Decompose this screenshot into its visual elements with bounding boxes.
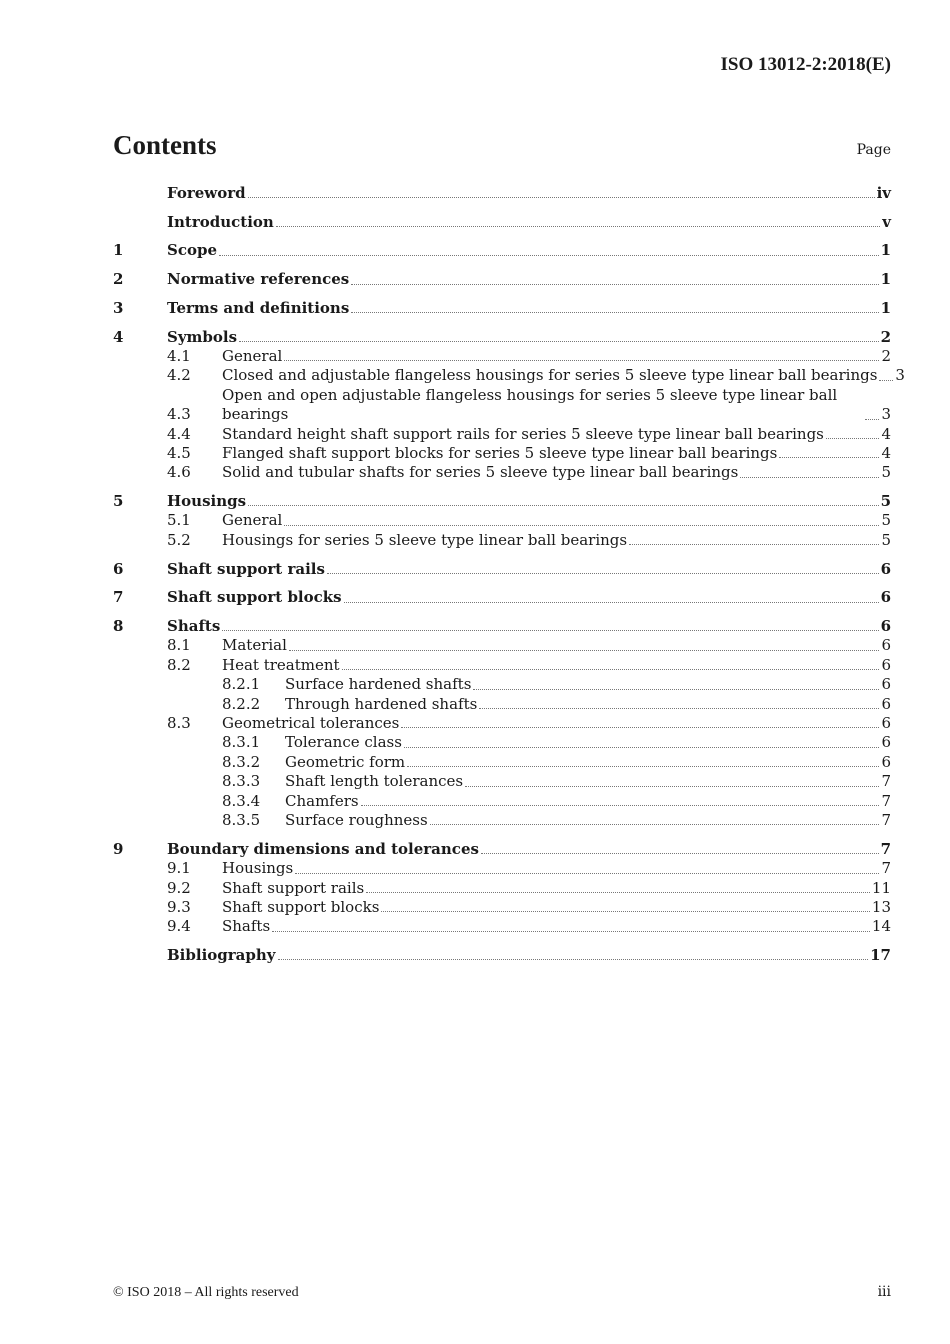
toc-entry-number: 8.3.3 bbox=[222, 772, 261, 791]
toc-entry-title: Tolerance class bbox=[285, 733, 402, 752]
toc-entry-title: Shafts bbox=[167, 616, 221, 635]
toc-entry-page: 14 bbox=[871, 917, 891, 936]
toc-entry-page: 6 bbox=[880, 559, 891, 578]
toc-entry-number: 8.1 bbox=[167, 636, 191, 655]
toc-leader-dots bbox=[366, 892, 870, 893]
toc-entry-title: Geometrical tolerances bbox=[222, 714, 400, 733]
toc-entry[interactable] bbox=[113, 656, 891, 675]
toc-entry-number: 8.2 bbox=[167, 655, 191, 674]
toc-entry-page: 7 bbox=[881, 791, 891, 810]
toc-entry[interactable] bbox=[113, 695, 891, 714]
toc-leader-dots bbox=[481, 853, 879, 854]
toc-leader-dots bbox=[779, 457, 879, 458]
toc-leader-dots bbox=[351, 312, 878, 313]
toc-entry-number: 4.6 bbox=[167, 463, 191, 482]
toc-entry-number: 8.3.1 bbox=[222, 733, 261, 752]
toc-entry-page: 6 bbox=[881, 636, 891, 655]
toc-leader-dots bbox=[465, 786, 879, 787]
toc-entry[interactable] bbox=[113, 444, 891, 463]
toc-entry[interactable] bbox=[113, 386, 891, 425]
toc-entry-title: Introduction bbox=[167, 212, 274, 231]
toc-entry-number: 2 bbox=[113, 270, 124, 289]
toc-leader-dots bbox=[879, 380, 893, 381]
toc-entry[interactable] bbox=[113, 617, 891, 636]
toc-entry[interactable] bbox=[113, 636, 891, 655]
toc-entry-title: Through hardened shafts bbox=[285, 694, 478, 713]
toc-entry-number: 9.1 bbox=[167, 859, 191, 878]
toc-entry[interactable] bbox=[113, 898, 891, 917]
toc-entry-page: 13 bbox=[871, 897, 891, 916]
toc-leader-dots bbox=[473, 689, 879, 690]
toc-entry-title: Heat treatment bbox=[222, 655, 340, 674]
document-id: ISO 13012-2:2018(E) bbox=[720, 54, 891, 75]
toc-entry[interactable] bbox=[113, 588, 891, 607]
toc-entry-number: 4.4 bbox=[167, 424, 191, 443]
toc-leader-dots bbox=[826, 438, 880, 439]
toc-entry-number: 9.3 bbox=[167, 897, 191, 916]
toc-entry-number: 5 bbox=[113, 492, 124, 511]
toc-entry-title: Shaft support rails bbox=[222, 878, 365, 897]
toc-entry-number: 1 bbox=[113, 241, 124, 260]
toc-entry-title: Chamfers bbox=[285, 791, 359, 810]
toc-entry-number: 5.2 bbox=[167, 530, 191, 549]
toc-entry-page: 4 bbox=[881, 443, 891, 462]
toc-leader-dots bbox=[284, 525, 879, 526]
toc-entry-page: 6 bbox=[881, 675, 891, 694]
toc-entry-title: Scope bbox=[167, 241, 218, 260]
toc-entry[interactable] bbox=[113, 184, 891, 203]
toc-entry-page: iv bbox=[876, 184, 891, 202]
toc-entry-page: 3 bbox=[895, 366, 905, 385]
toc-leader-dots bbox=[430, 824, 880, 825]
toc-entry-number: 6 bbox=[113, 559, 124, 578]
toc-entry-title: Solid and tubular shafts for series 5 sleeve type linear ball bearings bbox=[222, 463, 739, 482]
toc-leader-dots bbox=[278, 959, 869, 960]
toc-entry[interactable] bbox=[113, 946, 891, 965]
toc-leader-dots bbox=[351, 284, 878, 285]
toc-entry[interactable] bbox=[113, 241, 891, 260]
toc-entry-page: 11 bbox=[871, 878, 891, 897]
toc-entry-title: Open and open adjustable flangeless housings for series 5 sleeve type linear ball bearings bbox=[222, 385, 838, 424]
toc-entry-number: 9.4 bbox=[167, 917, 191, 936]
toc-leader-dots bbox=[479, 708, 879, 709]
toc-leader-dots bbox=[401, 727, 879, 728]
page-column-label: Page bbox=[856, 142, 891, 158]
toc-leader-dots bbox=[219, 255, 879, 256]
toc-entry-number: 8.2.1 bbox=[222, 675, 261, 694]
toc-entry[interactable] bbox=[113, 714, 891, 733]
toc-entry-number: 4.2 bbox=[167, 366, 191, 385]
toc-leader-dots bbox=[239, 341, 879, 342]
toc-entry[interactable] bbox=[113, 792, 891, 811]
toc-entry[interactable] bbox=[113, 840, 891, 859]
toc-entry[interactable] bbox=[113, 511, 891, 530]
toc-entry[interactable] bbox=[113, 560, 891, 579]
toc-entry-page: 1 bbox=[880, 298, 891, 317]
toc-entry-title: Shaft support rails bbox=[167, 559, 325, 578]
toc-entry-title: Housings bbox=[222, 859, 294, 878]
toc-entry-title: Material bbox=[222, 636, 287, 655]
toc-leader-dots bbox=[404, 747, 880, 748]
toc-entry-number: 8.3 bbox=[167, 714, 191, 733]
toc-entry[interactable] bbox=[113, 733, 891, 752]
toc-entry[interactable] bbox=[113, 772, 891, 791]
toc-leader-dots bbox=[248, 197, 875, 198]
toc-entry-number: 8.3.5 bbox=[222, 811, 261, 830]
toc-entry-page: 5 bbox=[881, 463, 891, 482]
toc-entry-title: Surface roughness bbox=[285, 811, 428, 830]
toc-entry-page: 3 bbox=[881, 405, 891, 424]
toc-entry-title: Housings for series 5 sleeve type linear ball bearings bbox=[222, 530, 628, 549]
toc-entry-page: 17 bbox=[870, 946, 891, 965]
toc-entry-number: 8.3.2 bbox=[222, 752, 261, 771]
toc-entry[interactable] bbox=[113, 299, 891, 318]
toc-entry-page: 6 bbox=[881, 714, 891, 733]
toc-entry-number: 9.2 bbox=[167, 878, 191, 897]
toc-leader-dots bbox=[272, 931, 870, 932]
toc-entry[interactable] bbox=[113, 859, 891, 878]
toc-entry-page: 7 bbox=[881, 859, 891, 878]
toc-entry-title: General bbox=[222, 346, 283, 365]
toc-entry-title: Terms and definitions bbox=[167, 298, 350, 317]
toc-entry-number: 9 bbox=[113, 839, 124, 858]
toc-entry-page: 2 bbox=[880, 327, 891, 346]
toc-entry-number: 8.3.4 bbox=[222, 791, 261, 810]
toc-entry[interactable] bbox=[113, 270, 891, 289]
toc-entry-page: 1 bbox=[880, 270, 891, 289]
toc-entry[interactable] bbox=[113, 425, 891, 444]
toc-entry-page: 7 bbox=[881, 811, 891, 830]
toc-leader-dots bbox=[327, 573, 879, 574]
toc-entry[interactable] bbox=[113, 328, 891, 347]
toc-entry-page: 6 bbox=[880, 616, 891, 635]
toc-entry-page: v bbox=[882, 212, 891, 231]
toc-entry-title: General bbox=[222, 511, 283, 530]
toc-leader-dots bbox=[344, 602, 879, 603]
toc-entry-title: Boundary dimensions and tolerances bbox=[167, 839, 479, 858]
toc-entry-title: Foreword bbox=[167, 184, 246, 202]
toc-entry[interactable] bbox=[113, 213, 891, 232]
toc-entry-page: 6 bbox=[881, 752, 891, 771]
toc-entry-page: 5 bbox=[881, 511, 891, 530]
toc-entry-page: 7 bbox=[881, 772, 891, 791]
toc-leader-dots bbox=[629, 544, 879, 545]
toc-leader-dots bbox=[295, 873, 879, 874]
toc-entry-page: 5 bbox=[880, 492, 891, 511]
toc-entry-title: Shafts bbox=[222, 917, 271, 936]
toc-leader-dots bbox=[381, 911, 870, 912]
toc-entry-number: 5.1 bbox=[167, 511, 191, 530]
toc-leader-dots bbox=[407, 766, 879, 767]
toc-entry-number: 4.1 bbox=[167, 346, 191, 365]
toc-entry-page: 5 bbox=[881, 530, 891, 549]
toc-entry-number: 8 bbox=[113, 616, 124, 635]
toc-entry-title: Closed and adjustable flangeless housings for series 5 sleeve type linear ball bearings bbox=[222, 366, 878, 385]
toc-entry-number: 4.3 bbox=[167, 405, 191, 424]
toc-entry[interactable] bbox=[113, 366, 905, 385]
toc-leader-dots bbox=[248, 505, 878, 506]
toc-entry-title: Shaft support blocks bbox=[167, 588, 342, 607]
toc-leader-dots bbox=[361, 805, 880, 806]
toc-entry-title: Standard height shaft support rails for series 5 sleeve type linear ball bearings bbox=[222, 424, 824, 443]
toc-leader-dots bbox=[284, 360, 879, 361]
toc-entry-title: Symbols bbox=[167, 327, 238, 346]
toc-entry-page: 4 bbox=[881, 424, 891, 443]
toc-leader-dots bbox=[289, 650, 880, 651]
toc-leader-dots bbox=[222, 630, 878, 631]
toc-entry-title: Surface hardened shafts bbox=[285, 675, 472, 694]
toc-entry-page: 2 bbox=[881, 346, 891, 365]
toc-entry[interactable] bbox=[113, 753, 891, 772]
toc-entry-number: 7 bbox=[113, 588, 124, 607]
toc-entry[interactable] bbox=[113, 675, 891, 694]
toc-entry-title: Housings bbox=[167, 492, 247, 511]
toc-entry-title: Flanged shaft support blocks for series 5 sleeve type linear ball bearings bbox=[222, 443, 778, 462]
toc-entry[interactable] bbox=[113, 531, 891, 550]
toc-entry-page: 6 bbox=[881, 694, 891, 713]
page-title: Contents bbox=[113, 130, 217, 160]
toc-entry[interactable] bbox=[113, 879, 891, 898]
toc-entry-page: 6 bbox=[880, 588, 891, 607]
toc-entry[interactable] bbox=[113, 811, 891, 830]
toc-entry-title: Geometric form bbox=[285, 752, 406, 771]
toc-entry-page: 7 bbox=[880, 839, 891, 858]
toc-entry-title: Normative references bbox=[167, 270, 350, 289]
toc-entry[interactable] bbox=[113, 917, 891, 936]
toc-entry-title: Shaft support blocks bbox=[222, 897, 380, 916]
toc-entry[interactable] bbox=[113, 492, 891, 511]
table-of-contents bbox=[113, 184, 905, 965]
toc-leader-dots bbox=[865, 419, 879, 420]
toc-entry-number: 4 bbox=[113, 327, 124, 346]
footer-copyright: © ISO 2018 – All rights reserved bbox=[113, 1285, 299, 1300]
toc-leader-dots bbox=[276, 226, 880, 227]
toc-entry-number: 3 bbox=[113, 298, 124, 317]
toc-entry-number: 8.2.2 bbox=[222, 694, 261, 713]
toc-entry-page: 1 bbox=[880, 241, 891, 260]
toc-leader-dots bbox=[740, 477, 879, 478]
footer-page-number: iii bbox=[877, 1284, 891, 1300]
toc-entry-title: Bibliography bbox=[167, 946, 276, 965]
toc-entry[interactable] bbox=[113, 347, 891, 366]
toc-leader-dots bbox=[342, 669, 880, 670]
toc-entry-number: 4.5 bbox=[167, 443, 191, 462]
toc-entry-page: 6 bbox=[881, 655, 891, 674]
toc-entry-page: 6 bbox=[881, 733, 891, 752]
toc-entry[interactable] bbox=[113, 463, 891, 482]
toc-entry-title: Shaft length tolerances bbox=[285, 772, 464, 791]
